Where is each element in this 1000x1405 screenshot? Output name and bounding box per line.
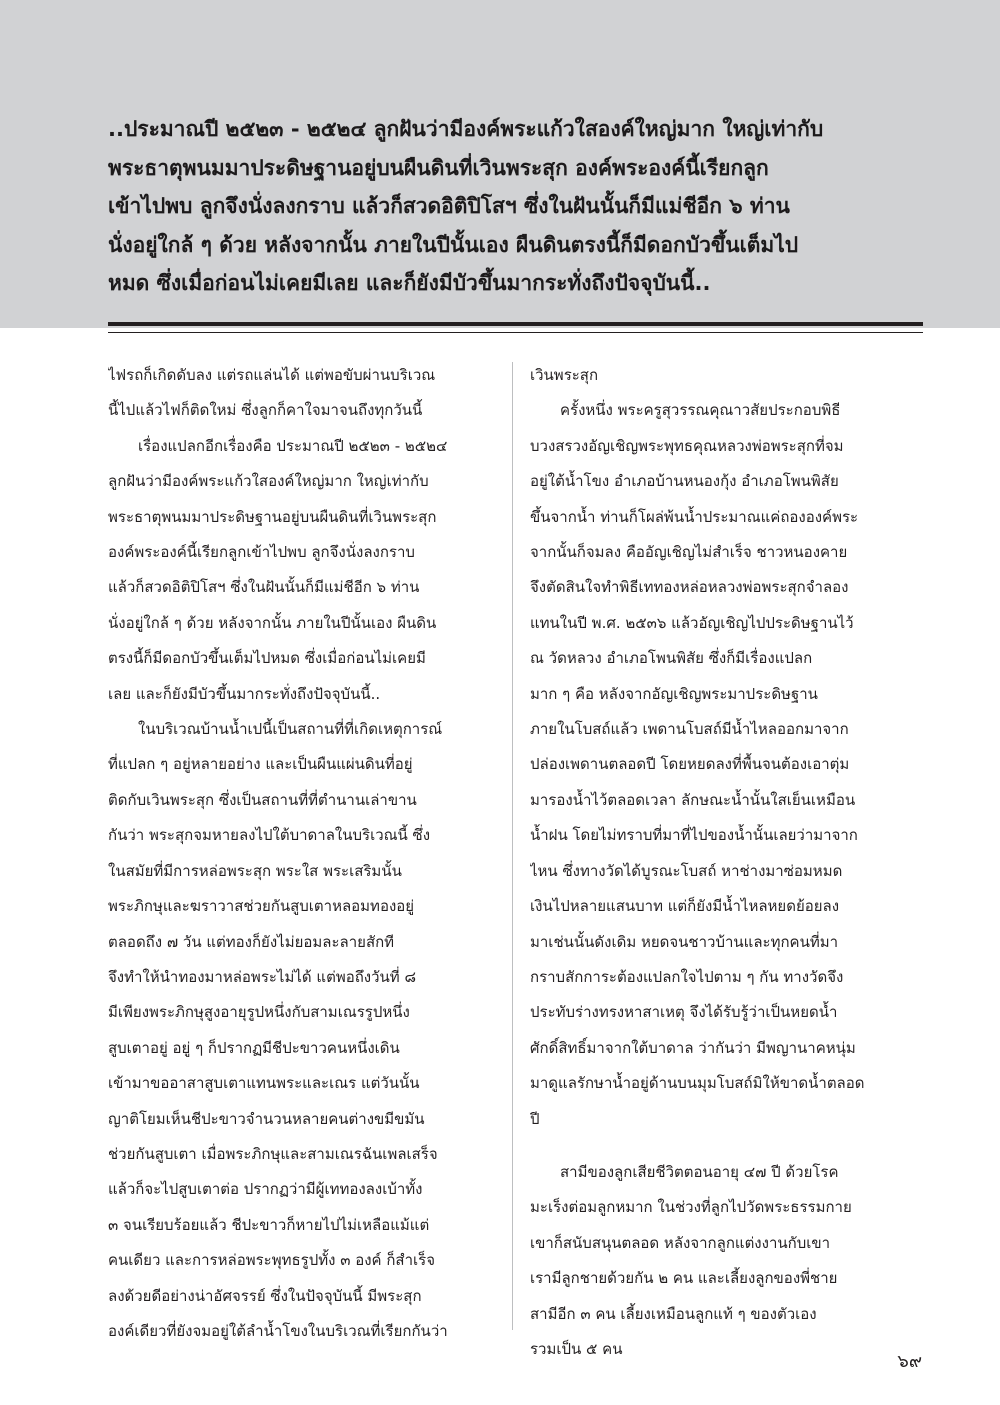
text-line: องค์เดียวที่ยังจมอยู่ใต้ลำน้ำโขงในบริเวณที่เรียกกันว่า xyxy=(108,1321,448,1340)
text-line: เลย และก็ยังมีบัวขึ้นมากระทั่งถึงปัจจุบันนี้.. xyxy=(108,684,381,703)
right-column xyxy=(530,358,902,1367)
text-line: ๓ จนเรียบร้อยแล้ว ชีปะขาวก็หายไปไม่เหลือแม้แต่ xyxy=(108,1215,430,1234)
text-line: จึงตัดสินใจทำพิธีเททองหล่อหลวงพ่อพระสุกจำลอง xyxy=(530,578,849,597)
pull-quote-banner xyxy=(0,0,1000,328)
text-line: คนเดียว และการหล่อพระพุทธรูปทั้ง ๓ องค์ ก็สำเร็จ xyxy=(108,1251,435,1270)
text-line: ณ วัดหลวง อำเภอโพนพิสัย ซึ่งก็มีเรื่องแปลก xyxy=(530,649,813,668)
text-line: น้ำฝน โดยไม่ทราบที่มาที่ไปของน้ำนั้นเลยว่ามาจาก xyxy=(530,826,858,845)
text-line: มารองน้ำไว้ตลอดเวลา ลักษณะน้ำนั้นใสเย็นเหมือน xyxy=(530,790,856,809)
text-line: นั่งอยู่ใกล้ ๆ ด้วย หลังจากนั้น ภายในปีนั้นเอง ผืนดิน xyxy=(108,613,437,632)
paragraph xyxy=(530,358,902,393)
quote-line: ..ประมาณปี ๒๕๒๓ - ๒๕๒๔ ลูกฝันว่ามีองค์พระแก้วใสองค์ใหญ่มาก ใหญ่เท่ากับ xyxy=(108,117,824,141)
text-line: มะเร็งต่อมลูกหมาก ในช่วงที่ลูกไปวัดพระธรรมกาย xyxy=(530,1198,852,1217)
text-line: ลงด้วยดีอย่างน่าอัศจรรย์ ซึ่งในปัจจุบันนี้ มีพระสุก xyxy=(108,1286,422,1305)
text-line: ไหน ซึ่งทางวัดได้บูรณะโบสถ์ หาช่างมาซ่อมหมด xyxy=(530,861,843,880)
text-line: มาดูแลรักษาน้ำอยู่ด้านบนมุมโบสถ์มิให้ขาดน้ำตลอด xyxy=(530,1074,865,1093)
text-line: ไฟรถก็เกิดดับลง แต่รถแล่นได้ แต่พอขับผ่านบริเวณ xyxy=(108,366,436,384)
text-line: รวมเป็น ๕ คน xyxy=(530,1339,623,1358)
text-line: แทนในปี พ.ศ. ๒๕๓๖ แล้วอัญเชิญไปประดิษฐานไว้ xyxy=(530,613,854,632)
text-line: กราบสักการะต้องแปลกใจไปตาม ๆ กัน ทางวัดจึง xyxy=(530,967,844,986)
column-divider xyxy=(512,362,513,1330)
text-line: พระภิกษุและฆราวาสช่วยกันสูบเตาหลอมทองอยู่ xyxy=(108,897,415,916)
text-line: ตลอดถึง ๗ วัน แต่ทองก็ยังไม่ยอมละลายสักที xyxy=(108,932,395,951)
text-line: อยู่ใต้น้ำโขง อำเภอบ้านหนองกุ้ง อำเภอโพนพิสัย xyxy=(530,472,839,491)
text-line: มาก ๆ คือ หลังจากอัญเชิญพระมาประดิษฐาน xyxy=(530,684,818,703)
text-line: แล้วก็จะไปสูบเตาต่อ ปรากฏว่ามีผู้เททองลงเบ้าทั้ง xyxy=(108,1180,423,1199)
text-line: ติดกับเวินพระสุก ซึ่งเป็นสถานที่ที่ตำนานเล่าขาน xyxy=(108,790,417,809)
text-line: กันว่า พระสุกจมหายลงไปใต้บาดาลในบริเวณนี้ ซึ่ง xyxy=(108,826,431,845)
paragraph xyxy=(530,1155,902,1367)
text-line: ศักดิ์สิทธิ์มาจากใต้บาดาล ว่ากันว่า มีพญานาคหนุ่ม xyxy=(530,1038,856,1057)
left-column xyxy=(108,358,480,1349)
text-line: ปี xyxy=(530,1109,540,1128)
text-line: พระธาตุพนมมาประดิษฐานอยู่บนผืนดินที่เวินพระสุก xyxy=(108,507,437,526)
text-line: บวงสรวงอัญเชิญพระพุทธคุณหลวงพ่อพระสุกที่จม xyxy=(530,436,844,455)
text-line: นี้ไปแล้วไฟก็ติดใหม่ ซึ่งลูกก็คาใจมาจนถึงทุกวันนี้ xyxy=(108,401,423,420)
text-line: จึงทำให้นำทองมาหล่อพระไม่ได้ แต่พอถึงวันที่ ๘ xyxy=(108,967,417,986)
text-line: สามีอีก ๓ คน เลี้ยงเหมือนลูกแท้ ๆ ของตัวเอง xyxy=(530,1304,817,1323)
text-line: เขาก็สนับสนุนตลอด หลังจากลูกแต่งงานกับเขา xyxy=(530,1233,831,1252)
text-line: เข้ามาขออาสาสูบเตาแทนพระและเณร แต่วันนั้น xyxy=(108,1074,420,1093)
text-line: ในบริเวณบ้านน้ำเปนี้เป็นสถานที่ที่เกิดเหตุการณ์ xyxy=(138,720,443,739)
page-number: ๖๙ xyxy=(897,1351,922,1372)
text-line: ลูกฝันว่ามีองค์พระแก้วใสองค์ใหญ่มาก ใหญ่เท่ากับ xyxy=(108,472,429,491)
quote-line: เข้าไปพบ ลูกจึงนั่งลงกราบ แล้วก็สวดอิติปิโสฯ ซึ่งในฝันนั้นก็มีแม่ชีอีก ๖ ท่าน xyxy=(108,194,790,218)
quote-line: นั่งอยู่ใกล้ ๆ ด้วย หลังจากนั้น ภายในปีนั้นเอง ผืนดินตรงนี้ก็มีดอกบัวขึ้นเต็มไป xyxy=(108,232,799,257)
quote-line: พระธาตุพนมมาประดิษฐานอยู่บนผืนดินที่เวินพระสุก องค์พระองค์นี้เรียกลูก xyxy=(108,155,769,180)
paragraph xyxy=(108,712,480,1349)
text-line: จากนั้นก็จมลง คืออัญเชิญไม่สำเร็จ ชาวหนองคาย xyxy=(530,543,848,562)
text-line: ปล่องเพดานตลอดปี โดยหยดลงที่พื้นจนต้องเอาตุ่ม xyxy=(530,755,850,774)
text-line: ประทับร่างทรงหาสาเหตุ จึงได้รับรู้ว่าเป็นหยดน้ำ xyxy=(530,1003,838,1022)
paragraph xyxy=(530,393,902,1137)
text-line: สูบเตาอยู่ อยู่ ๆ ก็ปรากฏมีชีปะขาวคนหนึ่งเดิน xyxy=(108,1038,400,1057)
text-line: แล้วก็สวดอิติปิโสฯ ซึ่งในฝันนั้นก็มีแม่ชีอีก ๖ ท่าน xyxy=(108,578,420,597)
text-line: เรามีลูกชายด้วยกัน ๒ คน และเลี้ยงลูกของพี่ชาย xyxy=(530,1269,838,1288)
quote-line: หมด ซึ่งเมื่อก่อนไม่เคยมีเลย และก็ยังมีบัวขึ้นมากระทั่งถึงปัจจุบันนี้.. xyxy=(108,271,711,295)
text-line: มีเพียงพระภิกษุสูงอายุรูปหนึ่งกับสามเณรรูปหนึ่ง xyxy=(108,1003,410,1022)
paragraph-gap xyxy=(530,1137,902,1155)
text-line: ครั้งหนึ่ง พระครูสุวรรณคุณาวสัยประกอบพิธี xyxy=(560,401,841,420)
text-line: เรื่องแปลกอีกเรื่องคือ ประมาณปี ๒๕๒๓ - ๒๕๒๔ xyxy=(138,436,448,455)
divider-rule-thick xyxy=(108,322,923,326)
text-line: ช่วยกันสูบเตา เมื่อพระภิกษุและสามเณรฉันเพลเสร็จ xyxy=(108,1144,438,1163)
text-line: เวินพระสุก xyxy=(530,366,599,384)
pull-quote xyxy=(108,110,923,303)
text-line: สามีของลูกเสียชีวิตตอนอายุ ๔๗ ปี ด้วยโรค xyxy=(560,1162,839,1181)
text-line: เงินไปหลายแสนบาท แต่ก็ยังมีน้ำไหลหยดย้อยลง xyxy=(530,897,840,916)
text-line: ในสมัยที่มีการหล่อพระสุก พระใส พระเสริมนั้น xyxy=(108,861,402,880)
paragraph xyxy=(108,358,480,429)
text-line: ญาติโยมเห็นชีปะขาวจำนวนหลายคนต่างขมีขมัน xyxy=(108,1109,425,1128)
text-line: มาเช่นนั้นดังเดิม หยดจนชาวบ้านและทุกคนที่มา xyxy=(530,932,839,951)
text-line: ภายในโบสถ์แล้ว เพดานโบสถ์มีน้ำไหลออกมาจาก xyxy=(530,720,849,739)
paragraph xyxy=(108,429,480,712)
text-line: ขึ้นจากน้ำ ท่านก็โผล่พ้นน้ำประมาณแค่ถององค์พระ xyxy=(530,507,859,526)
text-line: ตรงนี้ก็มีดอกบัวขึ้นเต็มไปหมด ซึ่งเมื่อก่อนไม่เคยมี xyxy=(108,649,426,668)
text-line: ที่แปลก ๆ อยู่หลายอย่าง และเป็นผืนแผ่นดินที่อยู่ xyxy=(108,755,413,774)
divider-rule-thin xyxy=(108,332,923,333)
text-line: องค์พระองค์นี้เรียกลูกเข้าไปพบ ลูกจึงนั่งลงกราบ xyxy=(108,543,415,562)
